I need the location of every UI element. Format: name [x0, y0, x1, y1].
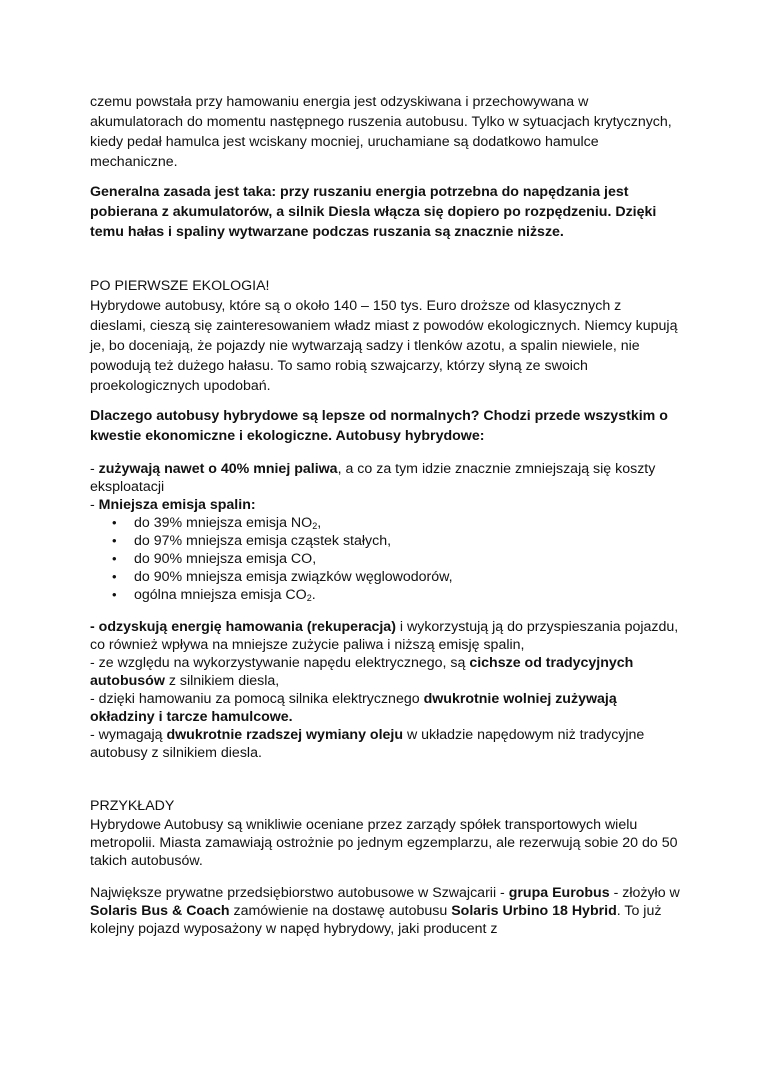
- document-body: [90, 92, 680, 938]
- paragraph-ecology: Hybrydowe autobusy, które są o około 140 – 150 tys. Euro droższe od klasycznych z dieslami, cieszą się zainteresowaniem władz miast z powodów ekologicznych. Niemcy kupują je, bo doceniają, że pojazdy nie wytwarzają sadzy i tlenków azotu, a spalin niewiele, nie powodują też dużego hałasu. To samo robią szwajcarzy, którzy słyną ze swoich proekologicznych upodobań.: [90, 298, 678, 394]
- benefit-quieter: - ze względu na wykorzystywanie napędu elektrycznego, są cichsze od tradycyjnych autobusów z silnikiem diesla,: [90, 655, 634, 689]
- list-item: • do 90% mniejsza emisja związków węglowodorów,: [90, 568, 680, 586]
- list-item: • do 90% mniejsza emisja CO,: [90, 550, 680, 568]
- list-item: • do 39% mniejsza emisja $NO_2$,: [90, 514, 680, 532]
- question-heading: Dlaczego autobusy hybrydowe są lepsze od normalnych? Chodzi przede wszystkim o kwestie ekonomiczne i ekologiczne. Autobusy hybrydowe:: [90, 408, 668, 444]
- section-title-ecology: PO PIERWSZE EKOLOGIA!: [90, 278, 270, 294]
- emission-list: [90, 514, 680, 604]
- benefit-fuel: - zużywają nawet o 40% mniej paliwa, a co za tym idzie znacznie zmniejszają się koszty eksploatacji: [90, 461, 656, 495]
- section-title-examples: PRZYKŁADY: [90, 798, 175, 814]
- benefit-brakes: - dzięki hamowaniu za pomocą silnika elektrycznego dwukrotnie wolniej zużywają okładziny i tarcze hamulcowe.: [90, 691, 617, 725]
- emission-heading: - Mniejsza emisja spalin:: [90, 497, 256, 513]
- list-item: • do 97% mniejsza emisja cząstek stałych,: [90, 532, 680, 550]
- benefit-recuperation: - odzyskują energię hamowania (rekuperacja) i wykorzystują ją do przyspieszania pojazdu, co również wpływa na mniejsze zużycie paliwa i niższą emisję spalin,: [90, 619, 679, 653]
- paragraph-eurobus: Największe prywatne przedsiębiorstwo autobusowe w Szwajcarii - grupa Eurobus - złożyło w Solaris Bus & Coach zamówienie na dostawę autobusu Solaris Urbino 18 Hybrid. To już kolejny pojazd wyposażony w napęd hybrydowy, jaki producent z: [90, 885, 680, 937]
- paragraph-general-rule: Generalna zasada jest taka: przy ruszaniu energia potrzebna do napędzania jest pobierana z akumulatorów, a silnik Diesla włącza się dopiero po rozpędzeniu. Dzięki temu hałas i spaliny wytwarzane podczas ruszania są znacznie niższe.: [90, 184, 657, 240]
- benefit-oil: - wymagają dwukrotnie rzadszej wymiany oleju w układzie napędowym niż tradycyjne autobusy z silnikiem diesla.: [90, 727, 645, 761]
- list-item: • ogólna mniejsza emisja $CO_2$.: [90, 586, 680, 604]
- paragraph-braking: czemu powstała przy hamowaniu energia jest odzyskiwana i przechowywana w akumulatorach do momentu następnego ruszenia autobusu. Tylko w sytuacjach krytycznych, kiedy pedał hamulca jest wciskany mocniej, uruchamiane są dodatkowo hamulce mechaniczne.: [90, 94, 672, 170]
- paragraph-examples: Hybrydowe Autobusy są wnikliwie oceniane przez zarządy spółek transportowych wielu metropolii. Miasta zamawiają ostrożnie po jednym egzemplarzu, ale rezerwują sobie 20 do 50 takich autobusów.: [90, 817, 678, 869]
